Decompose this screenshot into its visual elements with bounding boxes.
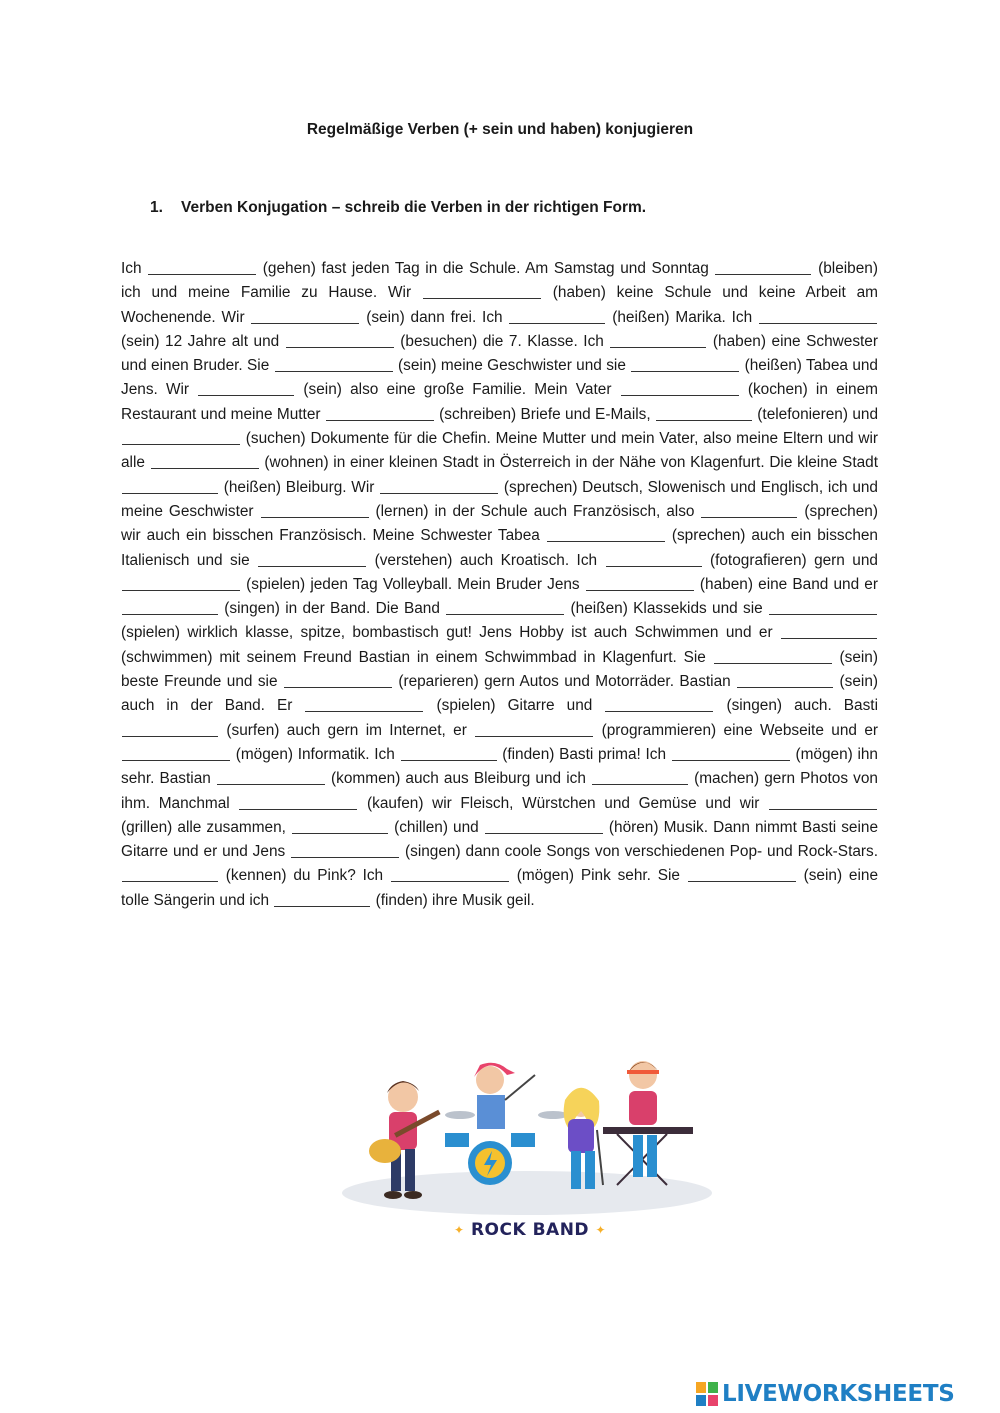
answer-input[interactable] xyxy=(715,258,811,274)
exercise-segment: (kochen) in einem Restaurant und meine Mutter xyxy=(121,381,878,423)
answer-gap[interactable] xyxy=(122,881,218,882)
logo-grid-icon xyxy=(696,1382,718,1406)
answer-gap[interactable] xyxy=(274,906,370,907)
drummer-boy xyxy=(445,1063,568,1185)
answer-input[interactable] xyxy=(610,331,706,347)
answer-gap[interactable] xyxy=(715,274,811,275)
answer-gap[interactable] xyxy=(122,614,218,615)
exercise-segment: (besuchen) die 7. Klasse. Ich xyxy=(394,332,610,350)
answer-input[interactable] xyxy=(401,744,497,760)
exercise-segment: (kennen) du Pink? Ich xyxy=(219,867,390,885)
caption-word-rock: ROCK xyxy=(470,1220,527,1240)
answer-input[interactable] xyxy=(151,452,259,468)
exercise-segment: (sein) also eine große Familie. Mein Vater xyxy=(295,381,620,399)
answer-input[interactable] xyxy=(672,744,790,760)
exercise-segment: (spielen) jeden Tag Volleyball. Mein Bruder Jens xyxy=(241,575,585,593)
exercise-segment: (wohnen) in einer kleinen Stadt in Österreich in der Nähe von Klagenfurt. Die kleine Stadt xyxy=(259,454,878,472)
answer-gap[interactable] xyxy=(305,711,423,712)
answer-gap[interactable] xyxy=(284,687,392,688)
answer-gap[interactable] xyxy=(547,541,665,542)
worksheet-title: Regelmäßige Verben (+ sein und haben) konjugieren xyxy=(306,121,694,138)
star-icon: ✦ xyxy=(595,1223,607,1237)
answer-gap[interactable] xyxy=(217,784,325,785)
answer-input[interactable] xyxy=(122,477,218,493)
exercise-segment: (gehen) fast jeden Tag in die Schule. Am Samstag und Sonntag xyxy=(257,260,715,277)
answer-gap[interactable] xyxy=(610,347,706,348)
answer-input[interactable] xyxy=(509,307,605,323)
exercise-segment: (mögen) Pink sehr. Sie xyxy=(509,867,687,885)
exercise-segment: (kommen) auch aus Bleiburg und ich xyxy=(325,770,591,788)
caption-word-band: BAND xyxy=(532,1220,590,1240)
answer-gap[interactable] xyxy=(701,517,797,518)
exercise-segment: (sein) beste Freunde und sie xyxy=(121,648,878,691)
exercise-segment: (machen) gern Photos von ihm. Manchmal xyxy=(121,770,878,812)
answer-input[interactable] xyxy=(122,865,218,881)
answer-gap[interactable] xyxy=(688,881,796,882)
answer-input[interactable] xyxy=(769,598,877,614)
exercise-segment: (lernen) in der Schule auch Französisch, also xyxy=(369,502,701,520)
answer-gap[interactable] xyxy=(672,760,790,761)
answer-input[interactable] xyxy=(605,695,713,711)
answer-input[interactable] xyxy=(261,501,369,517)
logo-text: LIVEWORKSHEETS xyxy=(722,1381,955,1407)
answer-gap[interactable] xyxy=(286,347,394,348)
exercise-segment: (fotografieren) gern und xyxy=(702,551,878,569)
answer-gap[interactable] xyxy=(326,420,434,421)
exercise-segment: (heißen) Tabea und Jens. Wir xyxy=(121,357,878,399)
answer-gap[interactable] xyxy=(122,493,218,494)
answer-input[interactable] xyxy=(391,865,509,881)
answer-input[interactable] xyxy=(631,355,739,371)
answer-gap[interactable] xyxy=(292,833,388,834)
answer-gap[interactable] xyxy=(759,323,877,324)
keyboard-boy xyxy=(603,1061,693,1185)
exercise-segment: (singen) in der Band. Die Band xyxy=(219,600,446,618)
exercise-segment: (sein) eine tolle Sängerin und ich xyxy=(121,867,879,909)
answer-input[interactable] xyxy=(759,307,877,323)
exercise-segment: (spielen) Gitarre und xyxy=(424,697,605,715)
answer-gap[interactable] xyxy=(605,711,713,712)
exercise-segment: (sprechen) Deutsch, Slowenisch und Englisch, ich und meine Geschwister xyxy=(121,478,878,520)
answer-gap[interactable] xyxy=(592,784,688,785)
answer-gap[interactable] xyxy=(122,736,218,737)
exercise-segment: (mögen) ihn sehr. Bastian xyxy=(121,745,878,788)
exercise-segment: (singen) dann coole Songs von verschiedenen Pop- und Rock-Stars. xyxy=(400,843,878,861)
answer-gap[interactable] xyxy=(239,809,357,810)
answer-input[interactable] xyxy=(258,550,366,566)
answer-gap[interactable] xyxy=(586,590,694,591)
answer-input[interactable] xyxy=(423,282,541,298)
task-heading xyxy=(150,199,646,217)
exercise-segment: (singen) auch. Basti xyxy=(714,697,879,715)
exercise-segment: (surfen) auch gern im Internet, er xyxy=(219,721,475,739)
exercise-segment: (chillen) und xyxy=(389,818,484,836)
answer-input[interactable] xyxy=(326,404,434,420)
answer-input[interactable] xyxy=(286,331,394,347)
answer-input[interactable] xyxy=(380,477,498,493)
exercise-text xyxy=(121,257,878,913)
answer-input[interactable] xyxy=(122,598,218,614)
liveworksheets-logo[interactable] xyxy=(696,1378,996,1410)
answer-gap[interactable] xyxy=(291,857,399,858)
answer-gap[interactable] xyxy=(656,420,752,421)
answer-input[interactable] xyxy=(274,890,370,906)
answer-gap[interactable] xyxy=(122,444,240,445)
answer-gap[interactable] xyxy=(275,371,393,372)
exercise-segment: (verstehen) auch Kroatisch. Ich xyxy=(367,551,605,569)
answer-input[interactable] xyxy=(781,622,877,638)
rock-band-caption xyxy=(430,1220,630,1240)
exercise-segment: (schwimmen) mit seinem Freund Bastian in einem Schwimmbad in Klagenfurt. Sie xyxy=(121,648,713,666)
answer-gap[interactable] xyxy=(509,323,605,324)
answer-gap[interactable] xyxy=(401,760,497,761)
exercise-segment: (heißen) Marika. Ich xyxy=(606,308,758,326)
answer-gap[interactable] xyxy=(251,323,359,324)
exercise-segment: (haben) eine Band und er xyxy=(694,575,878,593)
answer-input[interactable] xyxy=(291,841,399,857)
answer-gap[interactable] xyxy=(258,566,366,567)
answer-input[interactable] xyxy=(485,817,603,833)
answer-gap[interactable] xyxy=(198,395,294,396)
answer-gap[interactable] xyxy=(621,395,739,396)
answer-gap[interactable] xyxy=(122,760,230,761)
answer-gap[interactable] xyxy=(151,468,259,469)
answer-input[interactable] xyxy=(446,598,564,614)
exercise-segment: (spielen) wirklich klasse, spitze, bombastisch gut! Jens Hobby ist auch Schwimmen und er xyxy=(121,624,780,642)
task-instruction: Verben Konjugation – schreib die Verben in der richtigen Form. xyxy=(181,199,647,216)
answer-input[interactable] xyxy=(284,671,392,687)
exercise-segment: (heißen) Bleiburg. Wir xyxy=(219,478,380,496)
answer-gap[interactable] xyxy=(769,809,877,810)
answer-input[interactable] xyxy=(656,404,752,420)
exercise-segment: (reparieren) gern Autos und Motorräder. Bastian xyxy=(392,673,737,691)
answer-input[interactable] xyxy=(198,379,294,395)
answer-input[interactable] xyxy=(688,865,796,881)
answer-input[interactable] xyxy=(769,793,877,809)
task-number: 1. xyxy=(150,199,163,216)
answer-input[interactable] xyxy=(217,768,325,784)
exercise-segment: (sein) auch in der Band. Er xyxy=(121,673,879,715)
answer-input[interactable] xyxy=(592,768,688,784)
exercise-segment: (sprechen) wir auch ein bisschen Französisch. Meine Schwester Tabea xyxy=(121,502,878,545)
answer-gap[interactable] xyxy=(769,614,877,615)
exercise-segment: (mögen) Informatik. Ich xyxy=(231,745,400,763)
answer-gap[interactable] xyxy=(423,298,541,299)
exercise-segment: (sein) meine Geschwister und sie xyxy=(393,357,631,375)
answer-gap[interactable] xyxy=(781,638,877,639)
exercise-segment: (haben) eine Schwester und einen Bruder. Sie xyxy=(121,332,878,375)
answer-input[interactable] xyxy=(305,695,423,711)
answer-input[interactable] xyxy=(122,574,240,590)
answer-gap[interactable] xyxy=(737,687,833,688)
exercise-segment: (schreiben) Briefe und E-Mails, xyxy=(434,405,655,423)
answer-input[interactable] xyxy=(547,525,665,541)
answer-input[interactable] xyxy=(586,574,694,590)
exercise-segment: (haben) keine Schule und keine Arbeit am Wochenende. Wir xyxy=(121,284,878,326)
answer-input[interactable] xyxy=(292,817,388,833)
exercise-segment: (suchen) Dokumente für die Chefin. Meine Mutter und mein Vater, also meine Eltern und wir alle xyxy=(121,430,878,472)
answer-gap[interactable] xyxy=(485,833,603,834)
answer-input[interactable] xyxy=(122,428,240,444)
answer-input[interactable] xyxy=(475,720,593,736)
answer-input[interactable] xyxy=(239,793,357,809)
answer-input[interactable] xyxy=(251,307,359,323)
answer-gap[interactable] xyxy=(391,881,509,882)
exercise-segment: (sein) 12 Jahre alt und xyxy=(121,332,285,350)
answer-input[interactable] xyxy=(606,550,702,566)
exercise-segment: (sprechen) auch ein bisschen Italienisch und sie xyxy=(121,527,878,569)
star-icon: ✦ xyxy=(453,1223,465,1237)
answer-gap[interactable] xyxy=(261,517,369,518)
answer-gap[interactable] xyxy=(475,736,593,737)
answer-input[interactable] xyxy=(275,355,393,371)
answer-gap[interactable] xyxy=(606,566,702,567)
exercise-segment: (sein) dann frei. Ich xyxy=(360,308,509,326)
answer-input[interactable] xyxy=(737,671,833,687)
answer-gap[interactable] xyxy=(148,274,256,275)
exercise-segment: (grillen) alle zusammen, xyxy=(121,818,292,836)
answer-input[interactable] xyxy=(122,720,218,736)
answer-input[interactable] xyxy=(701,501,797,517)
exercise-segment: (finden) ihre Musik geil. xyxy=(371,891,535,909)
exercise-segment: Ich xyxy=(121,260,148,277)
answer-gap[interactable] xyxy=(446,614,564,615)
exercise-segment: (programmieren) eine Webseite und er xyxy=(594,721,878,739)
answer-input[interactable] xyxy=(148,258,256,274)
answer-input[interactable] xyxy=(714,647,832,663)
answer-input[interactable] xyxy=(122,744,230,760)
exercise-segment: (finden) Basti prima! Ich xyxy=(497,745,671,763)
exercise-segment: (heißen) Klassekids und sie xyxy=(565,600,768,618)
answer-gap[interactable] xyxy=(122,590,240,591)
answer-gap[interactable] xyxy=(631,371,739,372)
answer-gap[interactable] xyxy=(380,493,498,494)
exercise-segment: (bleiben) ich und meine Familie zu Hause. Wir xyxy=(121,260,878,302)
answer-input[interactable] xyxy=(621,379,739,395)
exercise-segment: (telefonieren) und xyxy=(752,405,878,423)
answer-gap[interactable] xyxy=(714,663,832,664)
exercise-segment: (kaufen) wir Fleisch, Würstchen und Gemüse und wir xyxy=(358,794,768,812)
exercise-segment: (hören) Musik. Dann nimmt Basti seine Gitarre und er und Jens xyxy=(121,818,879,861)
